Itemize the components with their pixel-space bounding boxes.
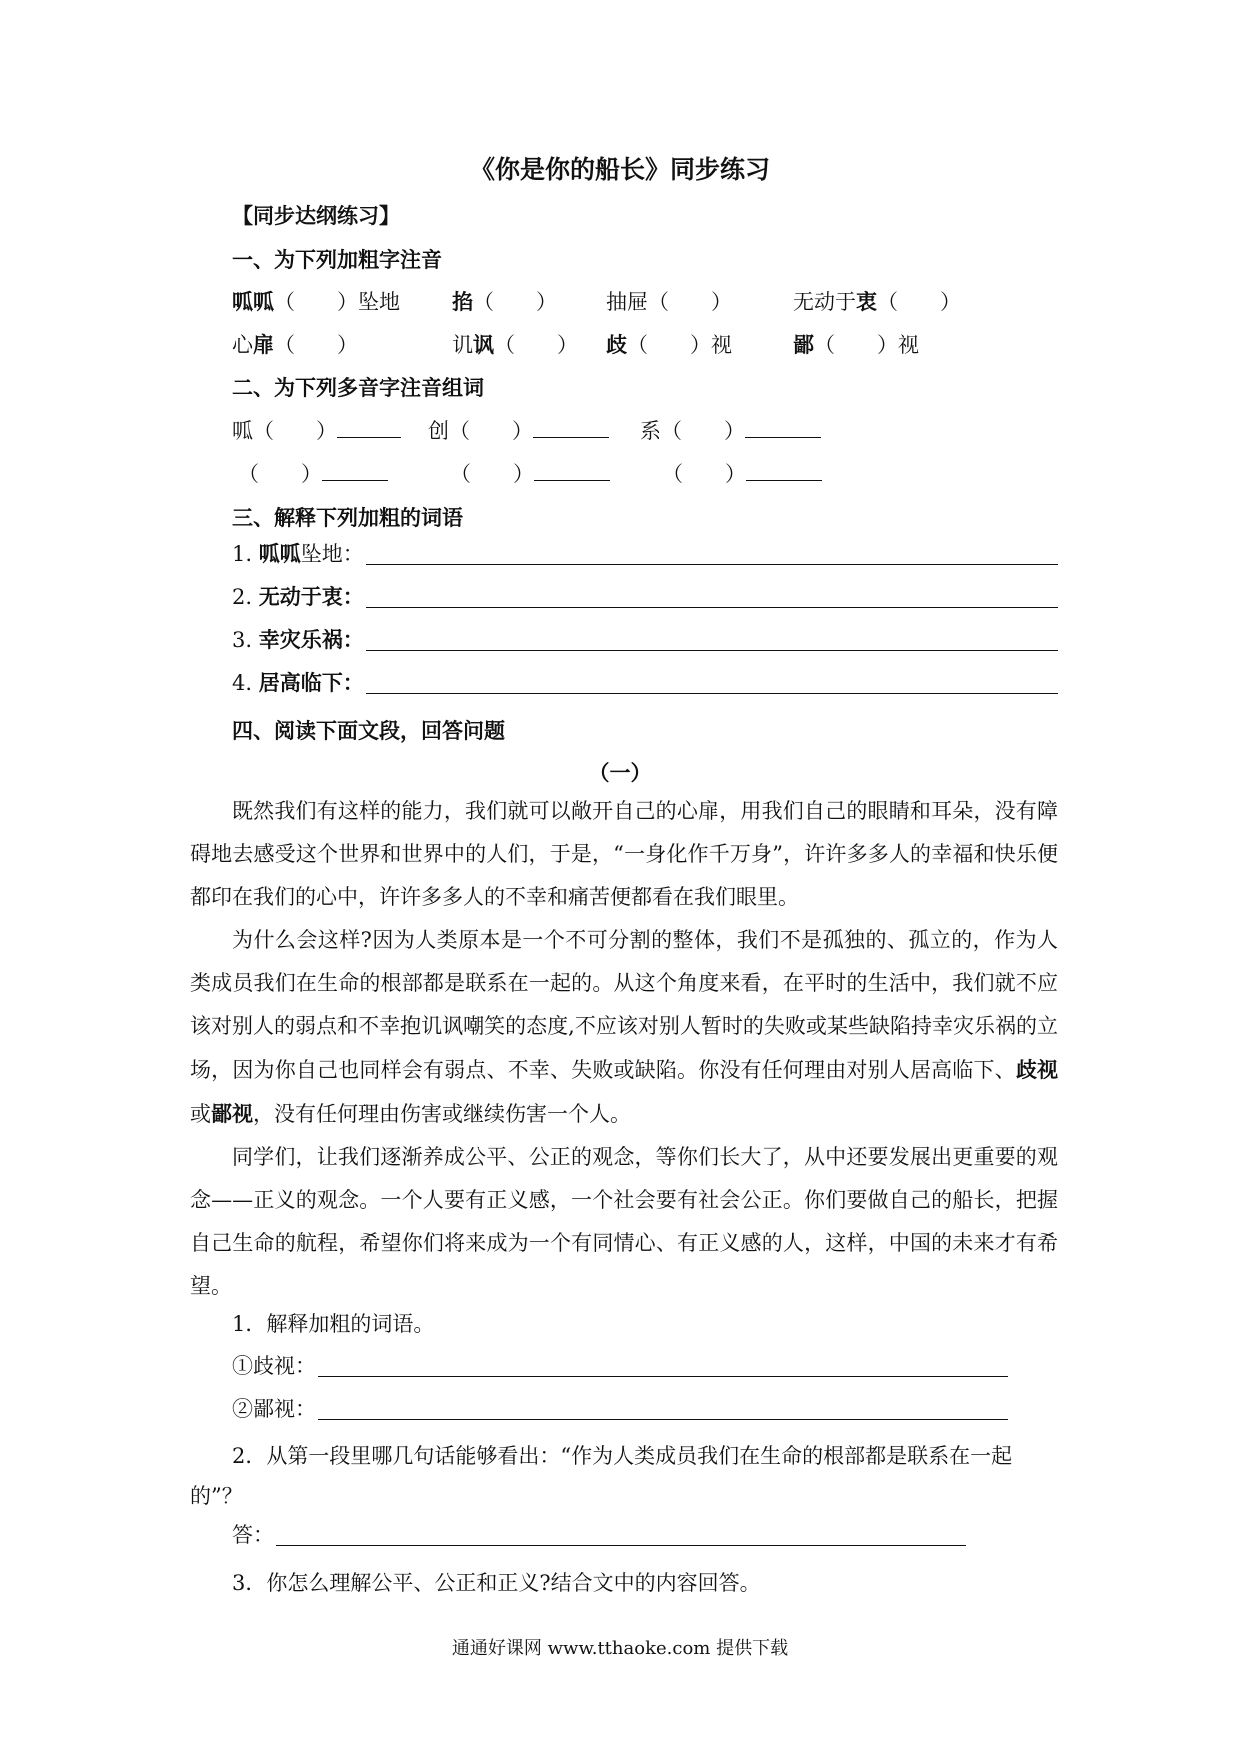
blank-line[interactable] bbox=[745, 419, 821, 438]
passage-paragraph-1: 既然我们有这样的能力，我们就可以敞开自己的心扉，用我们自己的眼睛和耳朵，没有障碍地去感受这个世界和世界中的人们，于是，“一身化作千万身”，许许多多人的幸福和快乐便都印在我们的心中，许许多多人的不幸和痛苦便都看在我们眼里。 bbox=[190, 799, 1058, 909]
q2-row2-item2: （ ） bbox=[450, 458, 610, 488]
q3-item4: 4. 居高临下： bbox=[232, 667, 1058, 697]
passage-paragraph-2: 为什么会这样?因为人类原本是一个不可分割的整体，我们不是孤独的、孤立的，作为人类成员我们在生命的根部都是联系在一起的。从这个角度来看，在平时的生活中，我们就不应该对别人的弱点和不幸抱讥讽嘲笑的态度,不应该对别人暂时的失败或某些缺陷持幸灾乐祸的立场，因为你自己也同样会有弱点、不幸、失败或缺陷。你没有任何理由对别人居高临下、歧视或鄙视，没有任何理由伤害或继续伤害一个人。 bbox=[190, 928, 1059, 1126]
question-1b: ②鄙视： bbox=[232, 1393, 1008, 1423]
q1-row2-item1: 心扉（ ） bbox=[232, 332, 358, 357]
question-3: 3．你怎么理解公平、公正和正义?结合文中的内容回答。 bbox=[232, 1571, 761, 1595]
q1-row2-item2: 讥讽（ ） bbox=[452, 332, 578, 357]
q1-heading: 一、为下列加粗字注音 bbox=[232, 247, 442, 272]
passage-paragraph-3: 同学们，让我们逐渐养成公平、公正的观念，等你们长大了，从中还要发展出更重要的观念——正义的观念。一个人要有正义感，一个社会要有社会公正。你们要做自己的船长，把握自己生命的航程，希望你们将来成为一个有同情心、有正义感的人，这样，中国的未来才有希望。 bbox=[190, 1145, 1058, 1298]
q1-row2-item4: 鄙（ ）视 bbox=[793, 332, 919, 357]
page-title: 《你是你的船长》同步练习 bbox=[469, 155, 770, 184]
q3-item2: 2. 无动于衷： bbox=[232, 581, 1058, 611]
q2-row2-item3: （ ） bbox=[662, 458, 822, 488]
blank-line[interactable] bbox=[533, 419, 609, 438]
answer-line[interactable] bbox=[366, 563, 1058, 565]
q2-heading: 二、为下列多音字注音组词 bbox=[232, 375, 484, 400]
question-2-line1: 2．从第一段里哪几句话能够看出：“作为人类成员我们在生命的根部都是联系在一起 bbox=[232, 1444, 1013, 1468]
answer-line[interactable] bbox=[318, 1418, 1008, 1420]
answer-line[interactable] bbox=[366, 692, 1058, 694]
blank-line[interactable] bbox=[746, 462, 822, 481]
q2-row2-item1: （ ） bbox=[238, 458, 388, 488]
q3-item3: 3. 幸灾乐祸： bbox=[232, 624, 1058, 654]
q1-row2-item3: 歧（ ）视 bbox=[606, 332, 732, 357]
q1-row1-item4: 无动于衷（ ） bbox=[793, 289, 961, 314]
page-footer: 通通好课网 www.tthaoke.com 提供下载 bbox=[451, 1638, 789, 1659]
q3-heading: 三、解释下列加粗的词语 bbox=[232, 505, 463, 530]
answer-line[interactable] bbox=[366, 649, 1058, 651]
section-header: 【同步达纲练习】 bbox=[232, 203, 400, 228]
q2-row1-item3: 系（ ） bbox=[640, 415, 821, 445]
q2-row1-item1: 呱（ ） bbox=[232, 415, 401, 445]
question-1: 1．解释加粗的词语。 bbox=[232, 1312, 435, 1336]
question-2-answer: 答： bbox=[232, 1519, 966, 1549]
answer-line[interactable] bbox=[318, 1375, 1008, 1377]
passage-subheading: （一） bbox=[588, 760, 652, 785]
blank-line[interactable] bbox=[534, 462, 610, 481]
q2-row1-item2: 创（ ） bbox=[428, 415, 609, 445]
q1-row1-item2: 掐（ ） bbox=[452, 289, 557, 314]
blank-line[interactable] bbox=[322, 462, 388, 481]
question-2-line2: 的”？ bbox=[190, 1484, 243, 1508]
answer-line[interactable] bbox=[276, 1544, 966, 1546]
answer-line[interactable] bbox=[366, 606, 1058, 608]
q1-row1-item1: 呱呱（ ）坠地 bbox=[232, 289, 400, 314]
question-1a: ①歧视： bbox=[232, 1350, 1008, 1380]
q4-heading: 四、阅读下面文段，回答问题 bbox=[232, 718, 505, 743]
blank-line[interactable] bbox=[337, 419, 401, 438]
reading-passage bbox=[190, 790, 1058, 1308]
q3-item1: 1. 呱呱坠地： bbox=[232, 538, 1058, 568]
q1-row1-item3: 抽屉（ ） bbox=[606, 290, 732, 314]
